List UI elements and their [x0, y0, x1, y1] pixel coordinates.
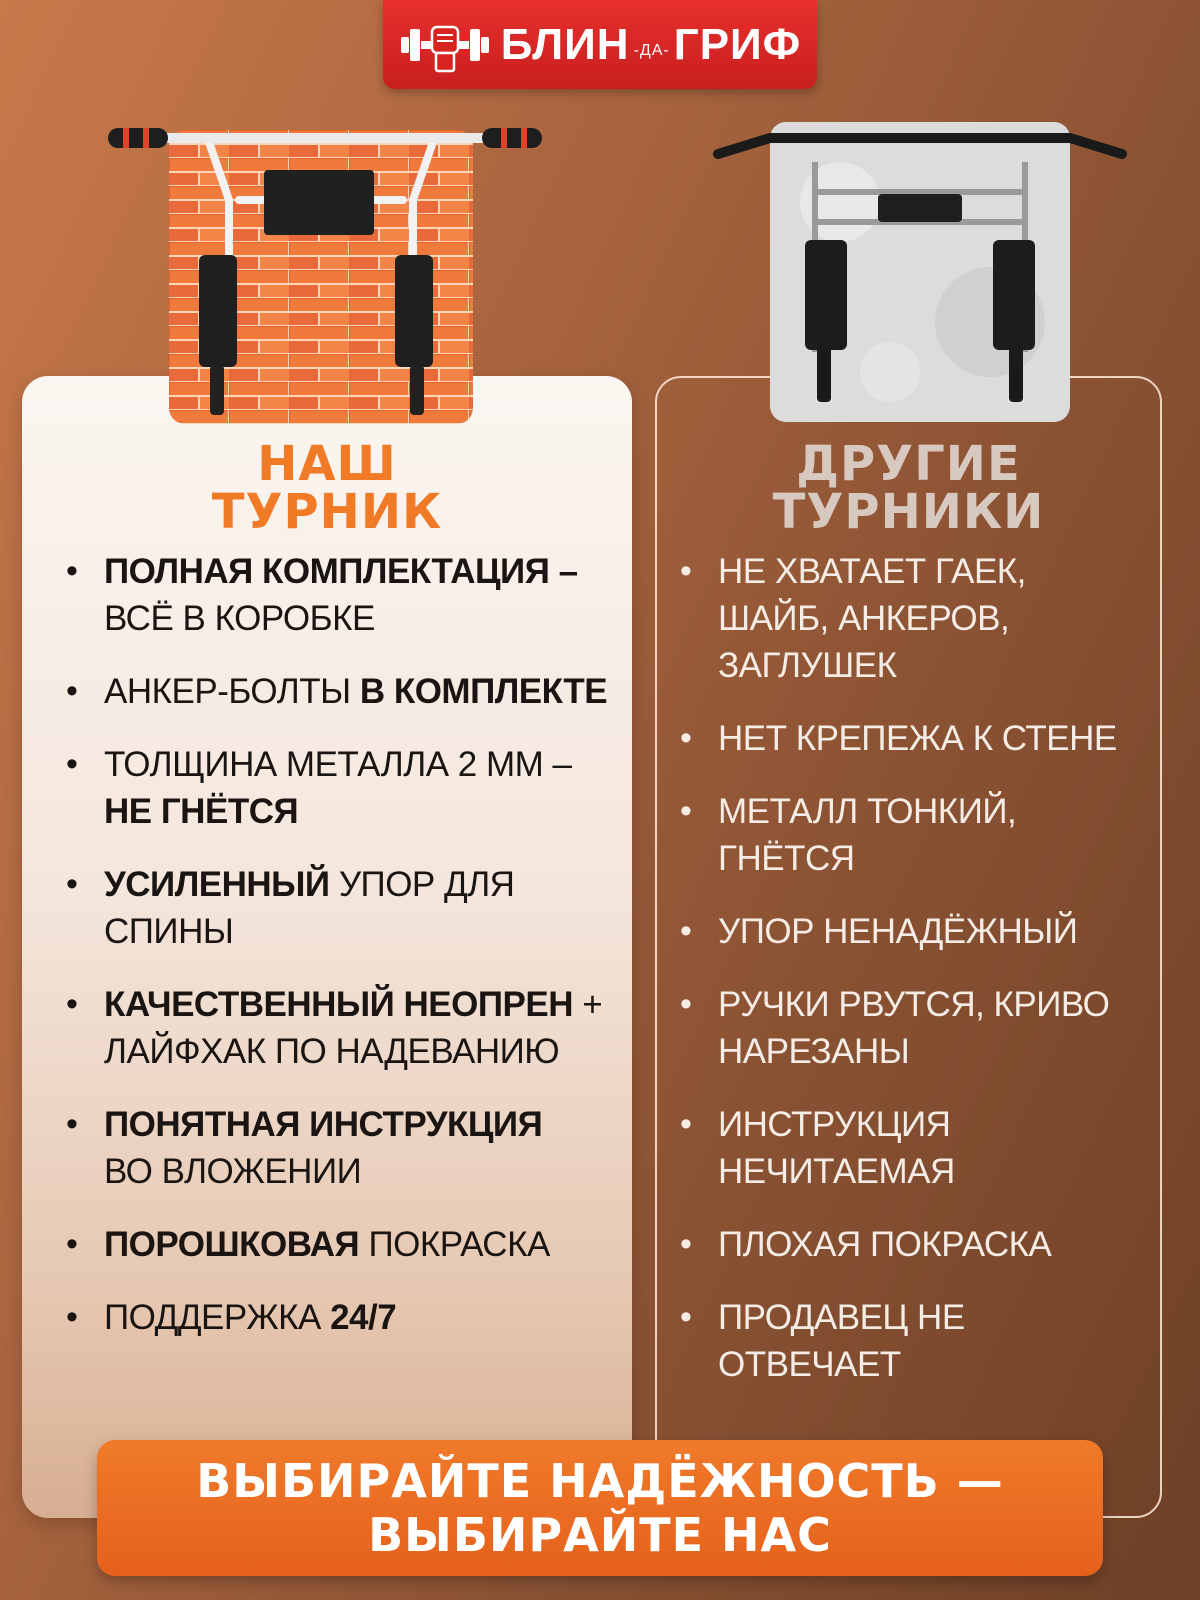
our-product-heading: НАШ ТУРНИК	[211, 436, 443, 540]
list-item: • НЕТ КРЕПЕЖА К СТЕНЕ	[672, 715, 1142, 762]
brand-name: БЛИН -ДА- ГРИФ	[500, 19, 802, 69]
list-item: • НЕ ХВАТАЕТ ГАЕК, ШАЙБ, АНКЕРОВ, ЗАГЛУШЕК	[672, 548, 1142, 689]
list-item: • ПЛОХАЯ ПОКРАСКА	[672, 1221, 1142, 1268]
barbell-fist-icon	[399, 17, 491, 73]
list-item: • ПОДДЕРЖКА 24/7	[58, 1294, 618, 1341]
other-drawbacks-list	[672, 548, 1142, 1414]
list-item: • КАЧЕСТВЕННЫЙ НЕОПРЕН + ЛАЙФХАК ПО НАДЕВАНИЮ	[58, 981, 618, 1075]
list-item: • ПОРОШКОВАЯ ПОКРАСКА	[58, 1221, 618, 1268]
brand-badge	[383, 0, 817, 89]
list-item: • МЕТАЛЛ ТОНКИЙ, ГНЁТСЯ	[672, 788, 1142, 882]
list-item: • РУЧКИ РВУТСЯ, КРИВО НАРЕЗАНЫ	[672, 981, 1142, 1075]
cta-banner	[97, 1440, 1103, 1576]
cta-line-1: ВЫБИРАЙТЕ НАДЁЖНОСТЬ —	[196, 1454, 1004, 1508]
list-item: • ПОНЯТНАЯ ИНСТРУКЦИЯ ВО ВЛОЖЕНИИ	[58, 1101, 618, 1195]
list-item: • УСИЛЕННЫЙ УПОР ДЛЯ СПИНЫ	[58, 861, 618, 955]
cta-line-2: ВЫБИРАЙТЕ НАС	[368, 1508, 832, 1562]
our-pullup-bar-image	[169, 130, 473, 424]
other-pullup-bar-image	[770, 122, 1070, 422]
list-item: • ИНСТРУКЦИЯ НЕЧИТАЕМАЯ	[672, 1101, 1142, 1195]
list-item: • УПОР НЕНАДЁЖНЫЙ	[672, 908, 1142, 955]
other-products-heading: ДРУГИЕ ТУРНИКИ	[772, 436, 1045, 540]
list-item: • ПРОДАВЕЦ НЕ ОТВЕЧАЕТ	[672, 1294, 1142, 1388]
list-item: • АНКЕР-БОЛТЫ В КОМПЛЕКТЕ	[58, 668, 618, 715]
list-item: • ПОЛНАЯ КОМПЛЕКТАЦИЯ – ВСЁ В КОРОБКЕ	[58, 548, 618, 642]
list-item: • ТОЛЩИНА МЕТАЛЛА 2 ММ – НЕ ГНЁТСЯ	[58, 741, 618, 835]
our-benefits-list	[58, 548, 618, 1367]
other-bar-handles	[710, 126, 1130, 166]
our-bar-handles	[105, 118, 545, 158]
